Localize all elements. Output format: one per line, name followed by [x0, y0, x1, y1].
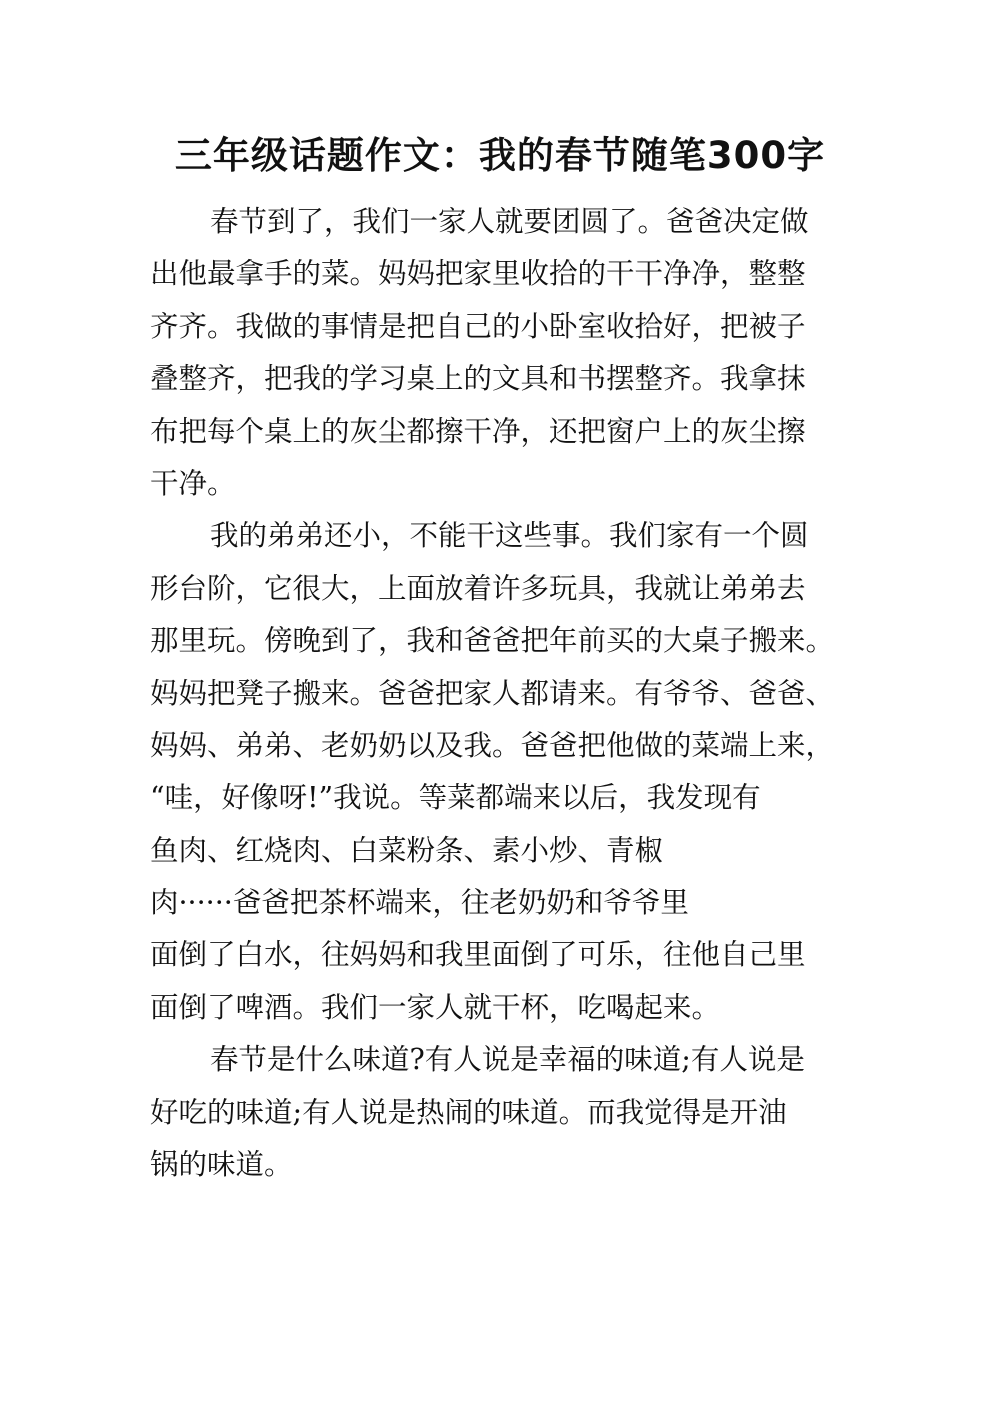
paragraph-1-line: 布把每个桌上的灰尘都擦干净，还把窗户上的灰尘擦 — [150, 414, 806, 448]
paragraph-1-line: 齐齐。我做的事情是把自己的小卧室收拾好，把被子 — [150, 309, 806, 343]
paragraph-2-line: 肉······爸爸把茶杯端来，往老奶奶和爷爷里 — [150, 886, 689, 920]
paragraph-2-line: 我的弟弟还小，不能干这些事。我们家有一个圆 — [210, 519, 809, 553]
paragraph-2-line: “哇，好像呀!”我说。等菜都端来以后，我发现有 — [150, 781, 761, 815]
paragraph-2-line: 面倒了啤酒。我们一家人就干杯，吃喝起来。 — [150, 990, 721, 1024]
paragraph-2-line: 妈妈、弟弟、老奶奶以及我。爸爸把他做的菜端上来， — [150, 728, 835, 762]
paragraph-1-line: 干净。 — [150, 466, 236, 500]
paragraph-2-line: 形台阶，它很大，上面放着许多玩具，我就让弟弟去 — [150, 571, 806, 605]
paragraph-2-line: 面倒了白水，往妈妈和我里面倒了可乐，往他自己里 — [150, 938, 806, 972]
paragraph-2-line: 妈妈把凳子搬来。爸爸把家人都请来。有爷爷、爸爸、 — [150, 676, 835, 710]
paragraph-3-line: 好吃的味道;有人说是热闹的味道。而我觉得是开油 — [150, 1095, 787, 1129]
paragraph-1-line: 春节到了，我们一家人就要团圆了。爸爸决定做 — [210, 205, 809, 238]
paragraph-2-line: 那里玩。傍晚到了，我和爸爸把年前买的大桌子搬来。 — [150, 624, 835, 658]
paragraph-2-line: 鱼肉、红烧肉、白菜粉条、素小炒、青椒 — [150, 833, 664, 867]
essay-body — [150, 196, 850, 1191]
paragraph-3-line: 锅的味道。 — [150, 1148, 293, 1182]
paragraph-1-line: 出他最拿手的菜。妈妈把家里收拾的干干净净，整整 — [150, 257, 806, 291]
essay-title: 三年级话题作文：我的春节随笔300字 — [174, 134, 826, 177]
paragraph-1-line: 叠整齐，把我的学习桌上的文具和书摆整齐。我拿抹 — [150, 362, 806, 396]
paragraph-3-line: 春节是什么味道?有人说是幸福的味道;有人说是 — [210, 1043, 805, 1077]
